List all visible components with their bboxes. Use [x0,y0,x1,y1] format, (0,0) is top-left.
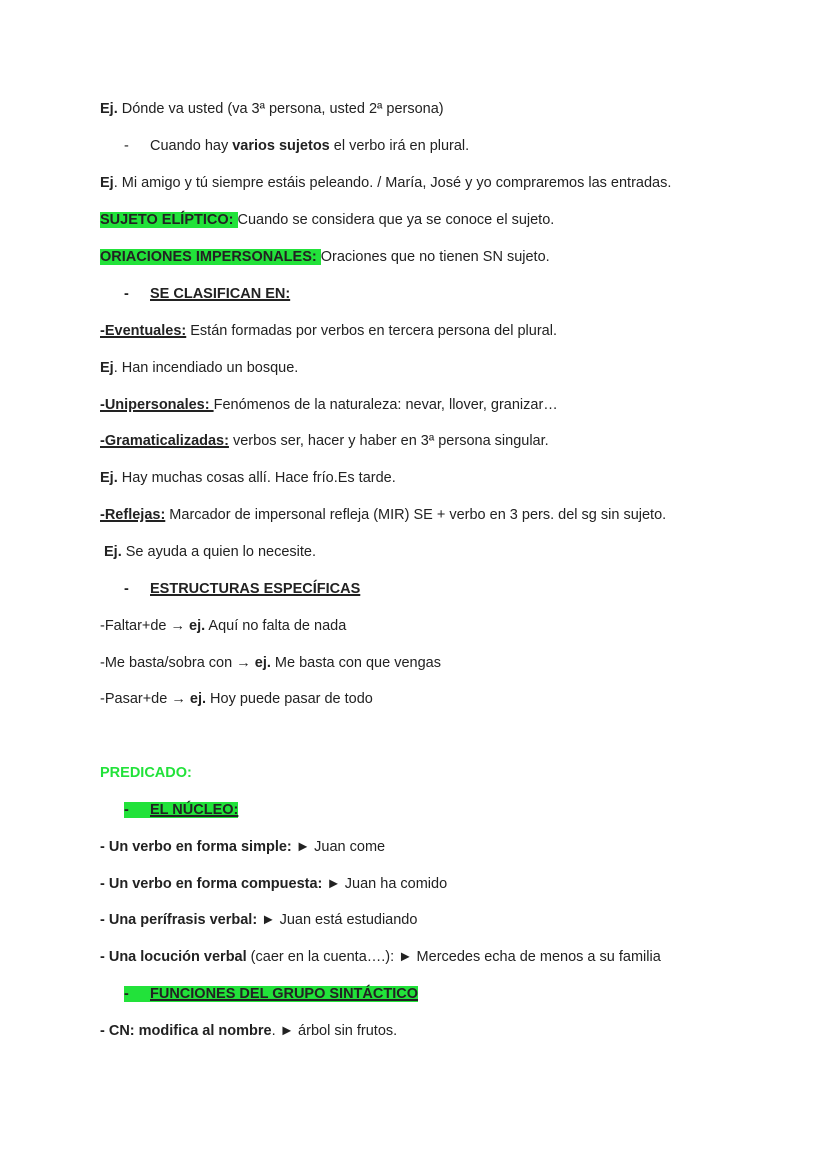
subheading-estructuras: - ESTRUCTURAS ESPECÍFICAS [124,581,361,597]
subheading-funciones: - FUNCIONES DEL GRUPO SINTÁCTICO [124,986,418,1002]
type-eventuales: -Eventuales: Están formadas por verbos en tercera persona del plural. [100,323,557,339]
funcion-item: - CN: modifica al nombre. ► árbol sin frutos. [100,1023,398,1039]
nucleo-item: - Una perífrasis verbal: ► Juan está estudiando [100,912,418,928]
structure-faltar: -Faltar+de → ej. Aquí no falta de nada [100,618,347,634]
nucleo-item: - Una locución verbal (caer en la cuenta….): ► Mercedes echa de menos a su familia [100,949,661,965]
example-line: Ej. Han incendiado un bosque. [100,360,299,376]
subheading-se-clasifican: - SE CLASIFICAN EN: [124,286,291,302]
bullet-line: - Cuando hay varios sujetos el verbo irá en plural. [124,138,470,154]
example-line: Ej. Hay muchas cosas allí. Hace frío.Es tarde. [100,470,396,486]
nucleo-item: - Un verbo en forma simple: ► Juan come [100,839,386,855]
subheading-nucleo: - EL NÚCLEO: [124,802,239,818]
example-line: Ej. Se ayuda a quien lo necesite. [104,544,317,560]
structure-pasar: -Pasar+de → ej. Hoy puede pasar de todo [100,691,373,707]
definition-oraciones-impersonales: ORIACIONES IMPERSONALES: Oraciones que no tienen SN sujeto. [100,249,550,265]
type-gramaticalizadas: -Gramaticalizadas: verbos ser, hacer y haber en 3ª persona singular. [100,433,549,449]
example-line: Ej. Dónde va usted (va 3ª persona, usted 2ª persona) [100,101,444,117]
example-line: Ej. Mi amigo y tú siempre estáis peleando. / María, José y yo compraremos las entradas. [100,175,672,191]
type-reflejas: -Reflejas: Marcador de impersonal refleja (MIR) SE + verbo en 3 pers. del sg sin sujeto. [100,507,667,523]
type-unipersonales: -Unipersonales: Fenómenos de la naturaleza: nevar, llover, granizar… [100,397,558,413]
structure-basta: -Me basta/sobra con → ej. Me basta con que vengas [100,655,441,671]
nucleo-item: - Un verbo en forma compuesta: ► Juan ha comido [100,876,448,892]
definition-sujeto-eliptico: SUJETO ELÍPTICO: Cuando se considera que ya se conoce el sujeto. [100,212,555,228]
section-heading-predicado: PREDICADO: [100,765,192,781]
